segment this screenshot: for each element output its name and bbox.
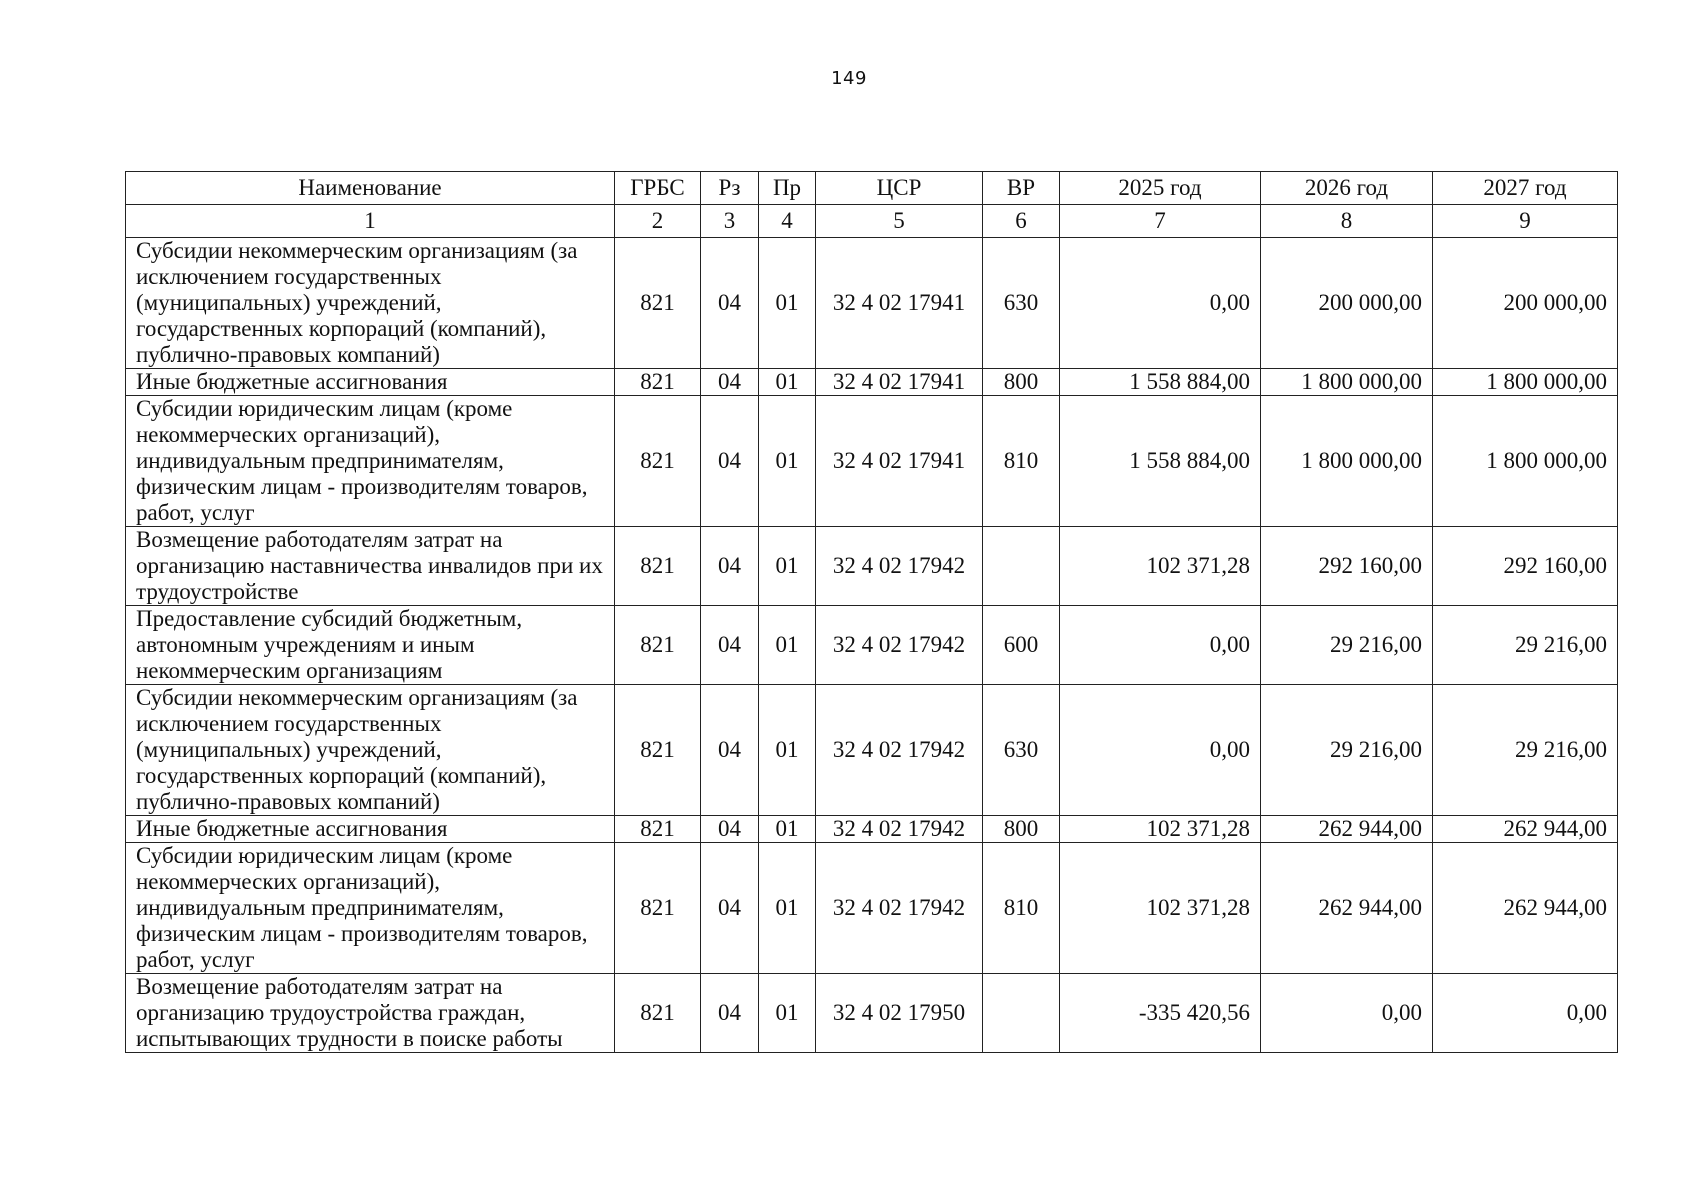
row-vr [983, 527, 1060, 606]
column-number: 2 [615, 205, 701, 238]
row-amount-2027: 1 800 000,00 [1433, 369, 1618, 396]
row-amount-2026: 0,00 [1261, 974, 1433, 1053]
row-vr: 630 [983, 238, 1060, 369]
table-row [126, 816, 1618, 843]
row-amount-2025: -335 420,56 [1060, 974, 1261, 1053]
row-vr: 800 [983, 369, 1060, 396]
row-amount-2025: 102 371,28 [1060, 527, 1261, 606]
row-grbs: 821 [615, 527, 701, 606]
row-rz: 04 [701, 369, 759, 396]
row-pr: 01 [759, 606, 816, 685]
row-grbs: 821 [615, 685, 701, 816]
row-amount-2027: 1 800 000,00 [1433, 396, 1618, 527]
table-row [126, 606, 1618, 685]
column-header-pr: Пр [759, 172, 816, 205]
row-amount-2026: 292 160,00 [1261, 527, 1433, 606]
column-number: 4 [759, 205, 816, 238]
row-amount-2027: 200 000,00 [1433, 238, 1618, 369]
row-pr: 01 [759, 843, 816, 974]
row-name: Возмещение работодателям затрат на организацию наставничества инвалидов при их трудоустройстве [126, 527, 615, 606]
row-pr: 01 [759, 527, 816, 606]
row-amount-2027: 262 944,00 [1433, 843, 1618, 974]
row-vr [983, 974, 1060, 1053]
column-number: 8 [1261, 205, 1433, 238]
row-name: Субсидии некоммерческим организациям (за исключением государственных (муниципальных) учреждений, государственных корпораций (компаний), публично-правовых компаний) [126, 685, 615, 816]
row-csr: 32 4 02 17950 [816, 974, 983, 1053]
column-number: 7 [1060, 205, 1261, 238]
row-rz: 04 [701, 606, 759, 685]
row-amount-2026: 262 944,00 [1261, 843, 1433, 974]
row-grbs: 821 [615, 843, 701, 974]
row-csr: 32 4 02 17942 [816, 606, 983, 685]
table-row [126, 843, 1618, 974]
row-grbs: 821 [615, 606, 701, 685]
column-number: 1 [126, 205, 615, 238]
row-grbs: 821 [615, 974, 701, 1053]
row-csr: 32 4 02 17941 [816, 238, 983, 369]
table-row [126, 369, 1618, 396]
column-header-2027: 2027 год [1433, 172, 1618, 205]
row-amount-2025: 1 558 884,00 [1060, 369, 1261, 396]
row-amount-2026: 200 000,00 [1261, 238, 1433, 369]
row-name: Иные бюджетные ассигнования [126, 816, 615, 843]
row-rz: 04 [701, 527, 759, 606]
row-amount-2027: 29 216,00 [1433, 606, 1618, 685]
row-name: Предоставление субсидий бюджетным, автономным учреждениям и иным некоммерческим организациям [126, 606, 615, 685]
table-row [126, 238, 1618, 369]
row-grbs: 821 [615, 369, 701, 396]
row-csr: 32 4 02 17942 [816, 816, 983, 843]
column-number: 3 [701, 205, 759, 238]
row-pr: 01 [759, 685, 816, 816]
table-row [126, 974, 1618, 1053]
row-amount-2025: 102 371,28 [1060, 843, 1261, 974]
row-csr: 32 4 02 17941 [816, 396, 983, 527]
row-amount-2026: 262 944,00 [1261, 816, 1433, 843]
row-name: Субсидии юридическим лицам (кроме некоммерческих организаций), индивидуальным предпринимателям, физическим лицам - производителям товаров, работ, услуг [126, 396, 615, 527]
table-row [126, 396, 1618, 527]
row-name: Субсидии юридическим лицам (кроме некоммерческих организаций), индивидуальным предпринимателям, физическим лицам - производителям товаров, работ, услуг [126, 843, 615, 974]
row-csr: 32 4 02 17942 [816, 685, 983, 816]
row-amount-2025: 0,00 [1060, 238, 1261, 369]
column-header-vr: ВР [983, 172, 1060, 205]
row-csr: 32 4 02 17941 [816, 369, 983, 396]
row-rz: 04 [701, 843, 759, 974]
table-row [126, 685, 1618, 816]
row-grbs: 821 [615, 238, 701, 369]
row-rz: 04 [701, 238, 759, 369]
row-rz: 04 [701, 974, 759, 1053]
column-header-csr: ЦСР [816, 172, 983, 205]
row-amount-2026: 29 216,00 [1261, 606, 1433, 685]
row-vr: 800 [983, 816, 1060, 843]
row-grbs: 821 [615, 816, 701, 843]
row-pr: 01 [759, 396, 816, 527]
column-header-name: Наименование [126, 172, 615, 205]
row-amount-2025: 1 558 884,00 [1060, 396, 1261, 527]
column-header-2026: 2026 год [1261, 172, 1433, 205]
column-header-rz: Рз [701, 172, 759, 205]
row-rz: 04 [701, 685, 759, 816]
row-amount-2025: 0,00 [1060, 606, 1261, 685]
row-amount-2026: 29 216,00 [1261, 685, 1433, 816]
row-amount-2025: 102 371,28 [1060, 816, 1261, 843]
row-name: Субсидии некоммерческим организациям (за исключением государственных (муниципальных) учреждений, государственных корпораций (компаний), публично-правовых компаний) [126, 238, 615, 369]
row-vr: 810 [983, 396, 1060, 527]
row-rz: 04 [701, 396, 759, 527]
row-amount-2027: 0,00 [1433, 974, 1618, 1053]
budget-table [125, 171, 1618, 1053]
row-amount-2027: 292 160,00 [1433, 527, 1618, 606]
column-number: 6 [983, 205, 1060, 238]
row-csr: 32 4 02 17942 [816, 843, 983, 974]
row-amount-2026: 1 800 000,00 [1261, 369, 1433, 396]
column-number: 5 [816, 205, 983, 238]
row-pr: 01 [759, 238, 816, 369]
row-vr: 600 [983, 606, 1060, 685]
column-header-grbs: ГРБС [615, 172, 701, 205]
column-header-2025: 2025 год [1060, 172, 1261, 205]
header-row [126, 172, 1618, 205]
column-number: 9 [1433, 205, 1618, 238]
row-amount-2027: 262 944,00 [1433, 816, 1618, 843]
row-amount-2027: 29 216,00 [1433, 685, 1618, 816]
row-pr: 01 [759, 974, 816, 1053]
row-grbs: 821 [615, 396, 701, 527]
row-name: Возмещение работодателям затрат на организацию трудоустройства граждан, испытывающих трудности в поиске работы [126, 974, 615, 1053]
page-number: 149 [831, 68, 867, 89]
table-row [126, 527, 1618, 606]
row-rz: 04 [701, 816, 759, 843]
row-amount-2025: 0,00 [1060, 685, 1261, 816]
row-pr: 01 [759, 369, 816, 396]
row-name: Иные бюджетные ассигнования [126, 369, 615, 396]
row-vr: 810 [983, 843, 1060, 974]
row-csr: 32 4 02 17942 [816, 527, 983, 606]
row-amount-2026: 1 800 000,00 [1261, 396, 1433, 527]
column-number-row [126, 205, 1618, 238]
row-pr: 01 [759, 816, 816, 843]
row-vr: 630 [983, 685, 1060, 816]
